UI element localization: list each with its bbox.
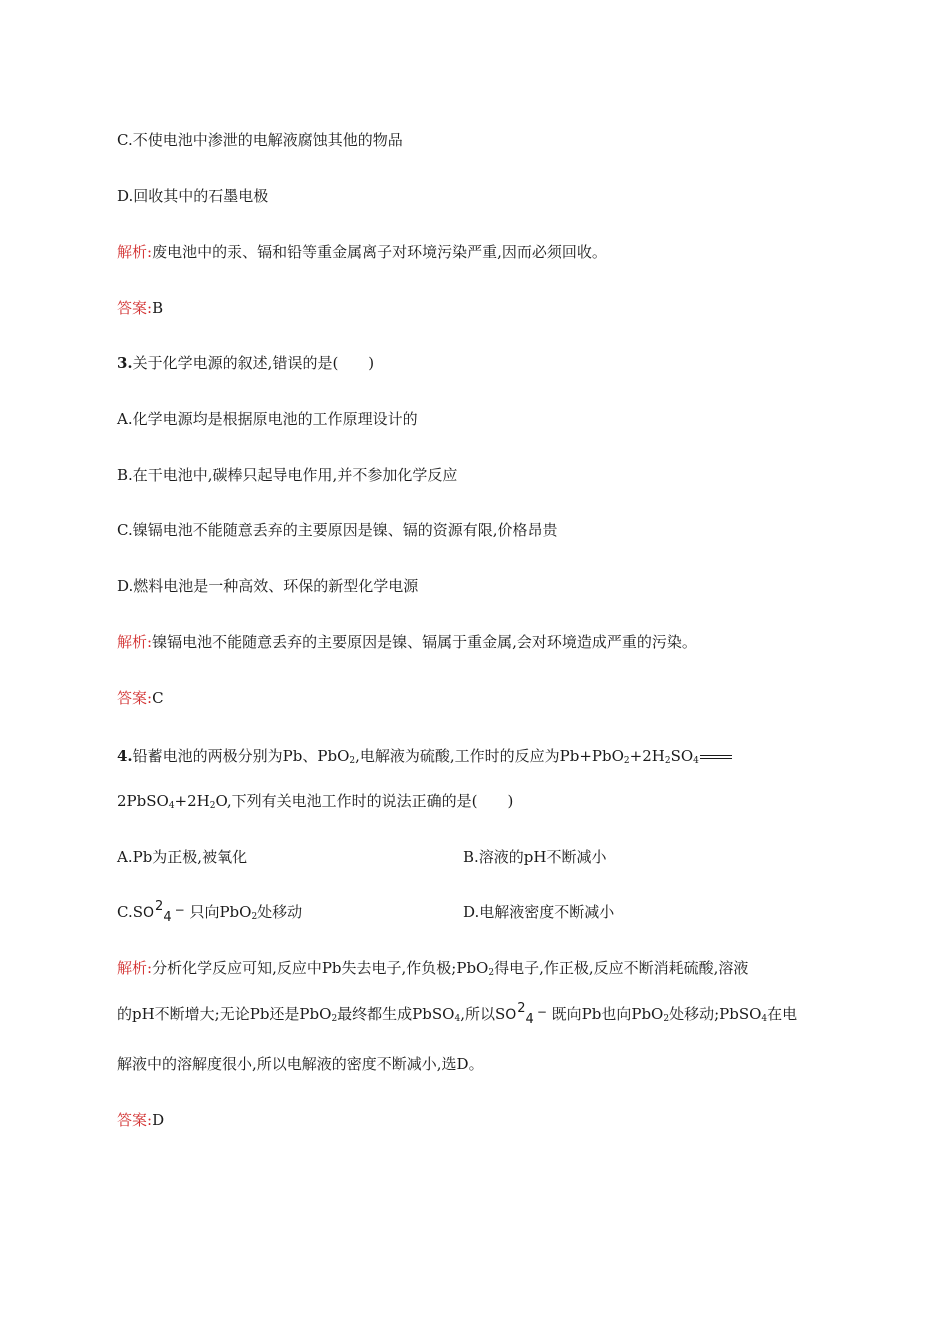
ion-subscript: 4 (163, 910, 172, 925)
q3-option-d: D.燃料电池是一种高效、环保的新型化学电源 (117, 577, 419, 595)
analysis-text: 最终都生成PbSO (337, 1005, 455, 1023)
q4-analysis-line-3: 解液中的溶解度很小,所以电解液的密度不断减小,选D。 (117, 1055, 484, 1073)
answer-label: 答案: (117, 689, 153, 707)
analysis-text: 既向Pb也向PbO (551, 1005, 664, 1023)
q4-options-ab (117, 847, 607, 867)
analysis-text: 在电 (767, 1005, 798, 1023)
subscript: 2 (209, 801, 216, 811)
ion-letter: O (505, 1007, 517, 1023)
q3-option-b: B.在干电池中,碳棒只起导电作用,并不参加化学反应 (117, 466, 458, 484)
stem-text: +2H (629, 747, 665, 765)
subscript: 2 (664, 756, 671, 766)
q4-options-cd (117, 899, 615, 925)
question-text: 关于化学电源的叙述,错误的是( ) (132, 354, 375, 372)
reaction-equals-sign (700, 753, 732, 761)
analysis-text: 处移动;PbSO (669, 1005, 762, 1023)
stem-text: O,下列有关电池工作时的说法正确的是( ) (215, 792, 514, 810)
q2-answer (117, 298, 163, 318)
subscript: 2 (349, 756, 356, 766)
sulfate-ion (143, 899, 185, 925)
question-number: 3. (117, 354, 133, 372)
ion-letter: O (143, 905, 155, 921)
q3-option-c: C.镍镉电池不能随意丢弃的主要原因是镍、镉的资源有限,价格昂贵 (117, 521, 558, 539)
option-text: C.S (117, 903, 143, 921)
option-text: 只向PbO (189, 903, 252, 921)
q4-analysis-line-2 (117, 1001, 798, 1027)
ion-charge: − (536, 1005, 547, 1019)
subscript: 4 (693, 756, 699, 766)
q2-option-d: D.回收其中的石墨电极 (117, 187, 269, 205)
ion-superscript: 2 (517, 1001, 526, 1016)
option-text: 处移动 (257, 903, 303, 921)
analysis-text: 得电子,作正极,反应不断消耗硫酸,溶液 (494, 959, 749, 977)
analysis-label: 解析: (117, 959, 153, 977)
answer-value: C (152, 689, 164, 707)
subscript: 2 (251, 912, 258, 922)
ion-charge: − (174, 903, 185, 917)
q3-analysis (117, 632, 697, 652)
q3-answer (117, 688, 164, 708)
q4-analysis-line-1 (117, 958, 748, 978)
q4-stem-line-1 (117, 746, 732, 766)
subscript: 2 (331, 1014, 338, 1024)
q2-analysis (117, 242, 607, 262)
answer-value: B (152, 299, 164, 317)
stem-text: ,电解液为硫酸,工作时的反应为Pb+PbO (355, 747, 624, 765)
analysis-text: 废电池中的汞、镉和铅等重金属离子对环境污染严重,因而必须回收。 (152, 243, 607, 261)
q4-answer (117, 1110, 164, 1130)
stem-text: SO (670, 747, 694, 765)
subscript: 2 (488, 968, 495, 978)
subscript: 2 (663, 1014, 670, 1024)
q4-option-b: B.溶液的pH不断减小 (463, 848, 607, 866)
q4-option-d: D.电解液密度不断减小 (463, 903, 615, 921)
subscript: 4 (454, 1014, 461, 1024)
q2-option-c: C.不使电池中渗泄的电解液腐蚀其他的物品 (117, 131, 403, 149)
sulfate-ion (505, 1001, 547, 1027)
analysis-label: 解析: (117, 633, 153, 651)
q3-stem (117, 353, 374, 373)
ion-subscript: 4 (525, 1012, 534, 1027)
stem-text: +2H (174, 792, 210, 810)
subscript: 4 (761, 1014, 768, 1024)
ion-superscript: 2 (155, 899, 164, 914)
q4-stem-line-2 (117, 791, 513, 811)
analysis-text: 的pH不断增大;无论Pb还是PbO (117, 1005, 332, 1023)
subscript: 4 (168, 801, 175, 811)
subscript: 2 (623, 756, 630, 766)
analysis-label: 解析: (117, 243, 153, 261)
stem-text: 2PbSO (117, 792, 169, 810)
q3-option-a: A.化学电源均是根据原电池的工作原理设计的 (117, 410, 418, 428)
q4-option-c (117, 899, 303, 925)
stem-text: 铅蓄电池的两极分别为Pb、PbO (132, 747, 350, 765)
analysis-text: 镍镉电池不能随意丢弃的主要原因是镍、镉属于重金属,会对环境造成严重的污染。 (152, 633, 697, 651)
q4-option-a: A.Pb为正极,被氧化 (117, 848, 248, 866)
question-number: 4. (117, 747, 133, 765)
answer-value: D (152, 1111, 165, 1129)
answer-label: 答案: (117, 299, 153, 317)
answer-label: 答案: (117, 1111, 153, 1129)
analysis-text: 分析化学反应可知,反应中Pb失去电子,作负极;PbO (152, 959, 489, 977)
analysis-text: ,所以S (460, 1005, 506, 1023)
